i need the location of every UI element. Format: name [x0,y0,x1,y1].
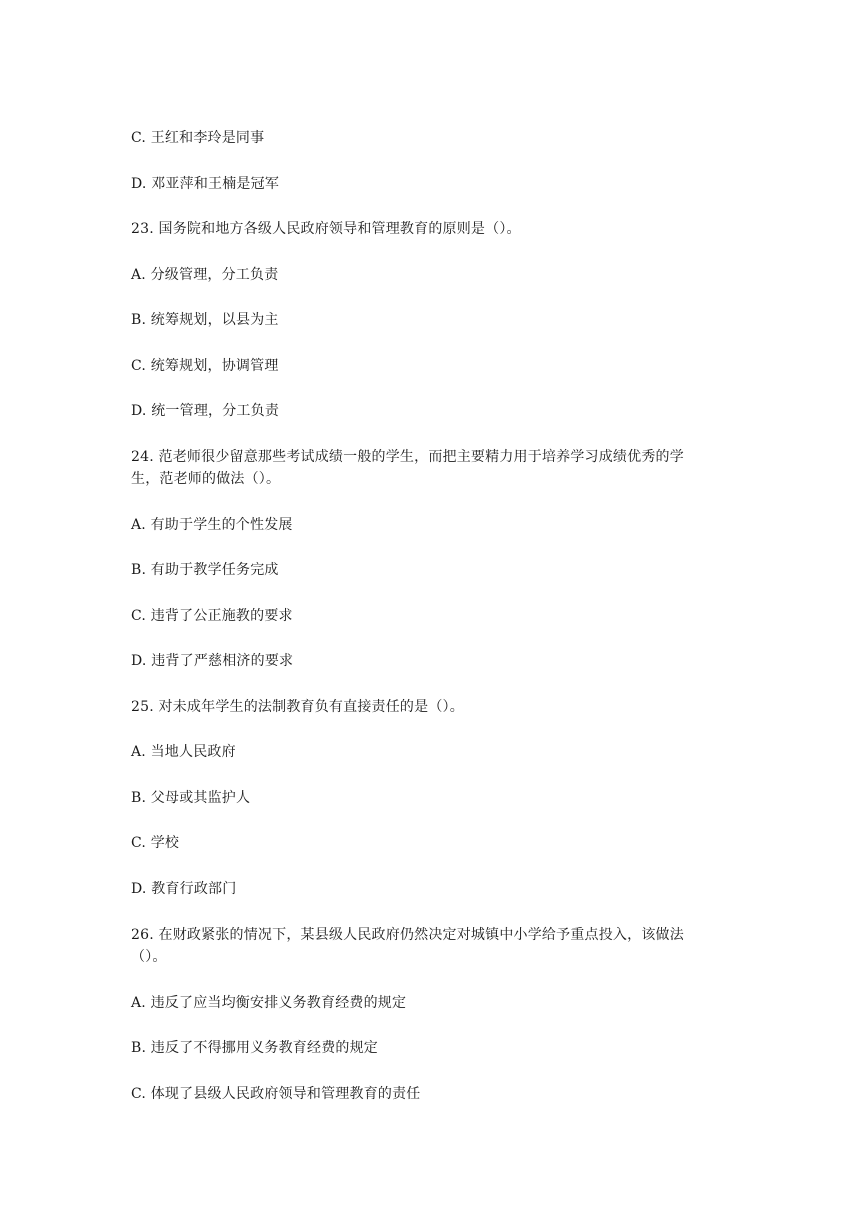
option-26c: C. 体现了县级人民政府领导和管理教育的责任 [131,1086,421,1102]
option-24d: D. 违背了严慈相济的要求 [131,653,294,669]
question-26-line-2: （）。 [131,949,167,965]
option-26b: B. 违反了不得挪用义务教育经费的规定 [131,1040,378,1056]
option-26a: A. 违反了应当均衡安排义务教育经费的规定 [131,995,407,1011]
option-23b: B. 统筹规划，以县为主 [131,312,279,328]
option-22c: C. 王红和李玲是同事 [131,130,265,146]
question-26-line-1: 26. 在财政紧张的情况下，某县级人民政府仍然决定对城镇中小学给予重点投入，该做法 [131,927,684,943]
question-24-line-1: 24. 范老师很少留意那些考试成绩一般的学生，而把主要精力用于培养学习成绩优秀的学 [131,449,684,465]
option-24c: C. 违背了公正施教的要求 [131,608,293,624]
option-25b: B. 父母或其监护人 [131,790,251,806]
option-25d: D. 教育行政部门 [131,881,237,897]
option-25c: C. 学校 [131,835,180,851]
option-22d: D. 邓亚萍和王楠是冠军 [131,176,280,192]
option-23c: C. 统筹规划，协调管理 [131,358,279,374]
option-25a: A. 当地人民政府 [131,744,236,760]
option-24b: B. 有助于教学任务完成 [131,562,279,578]
question-25: 25. 对未成年学生的法制教育负有直接责任的是（）。 [131,699,464,715]
question-23: 23. 国务院和地方各级人民政府领导和管理教育的原则是（）。 [131,221,521,237]
question-24-line-2: 生，范老师的做法（）。 [131,471,281,487]
option-23a: A. 分级管理，分工负责 [131,267,279,283]
option-23d: D. 统一管理，分工负责 [131,403,280,419]
option-24a: A. 有助于学生的个性发展 [131,517,293,533]
